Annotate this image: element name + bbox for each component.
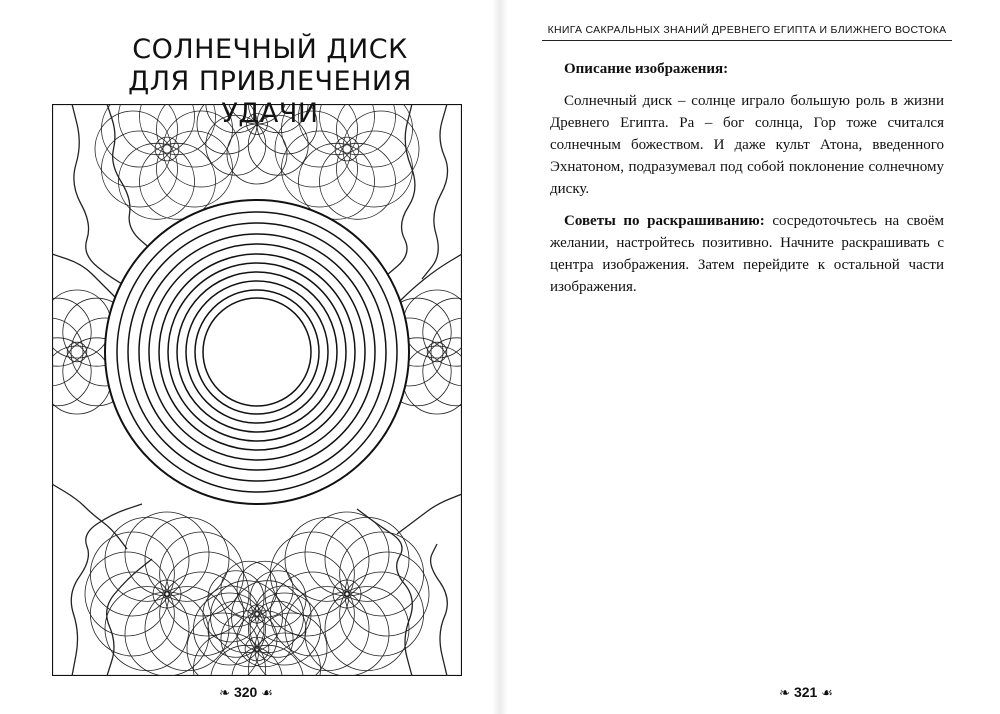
title-line-1: СОЛНЕЧНЫЙ ДИСК [132, 34, 408, 65]
tips-text: сосредоточьтесь на своём желании, настройтесь позитивно. Начните раскрашивать с центра изображения. Затем перейдите к остальной части изображения. [550, 213, 945, 295]
running-head: КНИГА САКРАЛЬНЫХ ЗНАНИЙ ДРЕВНЕГО ЕГИПТА И БЛИЖНЕГО ВОСТОКА [547, 24, 947, 36]
page-number-right [746, 684, 866, 701]
description-heading-paragraph [550, 58, 944, 80]
concentric-sun-rings [105, 200, 409, 504]
flow-line [397, 494, 462, 534]
page-number: 321 [793, 684, 818, 700]
ornament-icon: ❧ [779, 685, 791, 700]
flow-line [392, 254, 462, 309]
ornament-icon: ☙ [261, 685, 273, 700]
page-number: 320 [233, 684, 258, 700]
ornament-icon: ❧ [219, 685, 231, 700]
tips-heading: Советы по раскрашиванию: [564, 213, 765, 229]
flow-line [431, 544, 448, 676]
ornament-icon: ☙ [821, 685, 833, 700]
flow-line [52, 254, 122, 304]
sun-disk-mandala-illustration [52, 104, 462, 676]
right-page [500, 0, 1000, 714]
title-line-2: ДЛЯ ПРИВЛЕЧЕНИЯ УДАЧИ [128, 66, 412, 129]
sun-ring [105, 200, 409, 504]
flow-line [357, 509, 412, 676]
page-number-left [186, 684, 306, 701]
body-text [550, 58, 944, 308]
rosette [197, 104, 317, 184]
flow-line [52, 484, 127, 549]
description-heading: Описание изображения: [564, 61, 729, 77]
running-head-rule [542, 40, 952, 41]
tips-paragraph [550, 210, 944, 298]
description-paragraph: Солнечный диск – солнце играло большую роль в жизни Древнего Египта. Ра – бог солнца, Гор тоже считался солнечным божеством. И даже культ Атона, введенного Эхнатоном, подразумевал под собой поклонение солнечному диску. [550, 93, 944, 197]
flow-line [422, 104, 448, 279]
